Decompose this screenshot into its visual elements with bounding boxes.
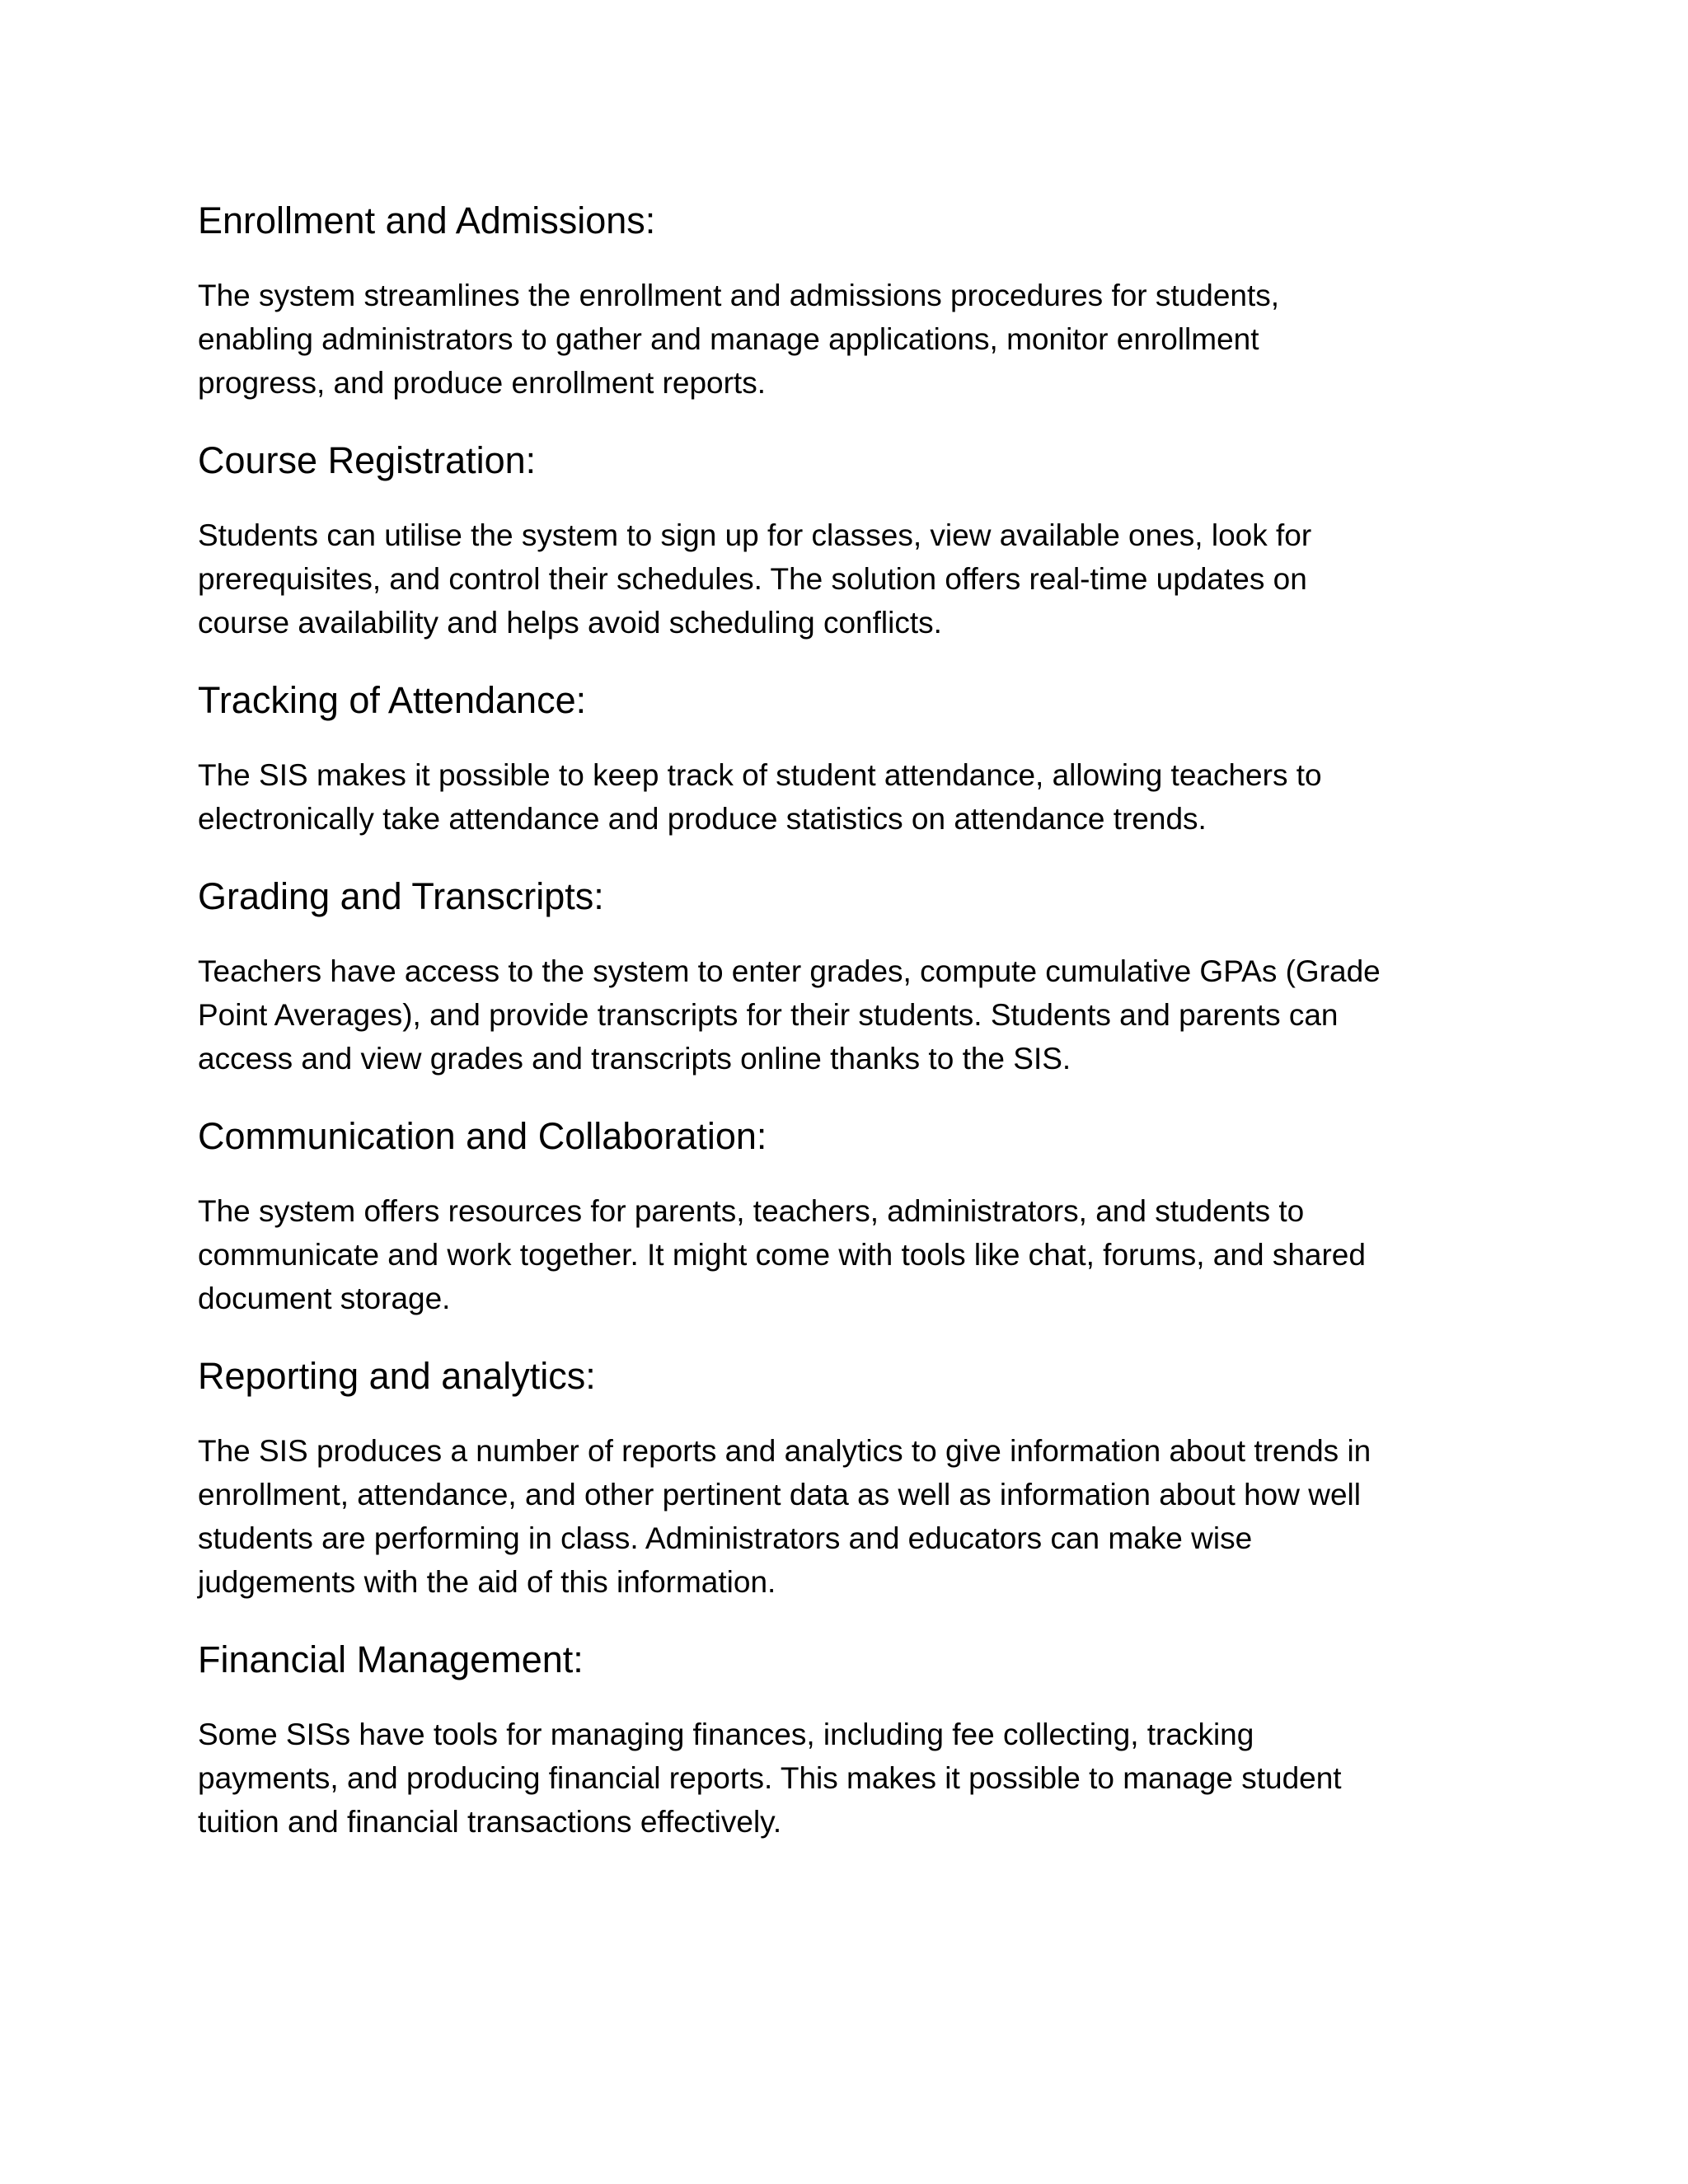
section-body xyxy=(198,274,1500,405)
body-line: enabling administrators to gather and manage applications, monitor enrollment xyxy=(198,322,1259,356)
section-heading: Tracking of Attendance: xyxy=(198,679,587,721)
section-body xyxy=(198,753,1500,841)
section-body xyxy=(198,1713,1500,1844)
section-heading: Enrollment and Admissions: xyxy=(198,199,656,241)
body-line: electronically take attendance and produce statistics on attendance trends. xyxy=(198,802,1207,836)
section-reporting-analytics xyxy=(198,1353,1500,1604)
body-line: payments, and producing financial reports. This makes it possible to manage student xyxy=(198,1761,1342,1795)
section-heading: Financial Management: xyxy=(198,1638,584,1680)
body-line: enrollment, attendance, and other pertinent data as well as information about how well xyxy=(198,1478,1361,1511)
body-line: The SIS makes it possible to keep track of student attendance, allowing teachers to xyxy=(198,758,1322,792)
section-heading: Communication and Collaboration: xyxy=(198,1115,767,1157)
body-line: communicate and work together. It might come with tools like chat, forums, and shared xyxy=(198,1238,1366,1272)
section-body xyxy=(198,513,1500,644)
section-course-registration xyxy=(198,438,1500,644)
body-line: judgements with the aid of this information. xyxy=(198,1565,776,1599)
body-line: document storage. xyxy=(198,1282,451,1315)
body-line: tuition and financial transactions effectively. xyxy=(198,1805,782,1839)
section-heading: Grading and Transcripts: xyxy=(198,875,604,917)
body-line: Point Averages), and provide transcripts for their students. Students and parents can xyxy=(198,998,1339,1032)
body-line: prerequisites, and control their schedules. The solution offers real-time updates on xyxy=(198,562,1307,596)
section-grading-transcripts xyxy=(198,874,1500,1080)
body-line: course availability and helps avoid scheduling conflicts. xyxy=(198,606,942,640)
body-line: The SIS produces a number of reports and analytics to give information about trends in xyxy=(198,1434,1372,1468)
section-body xyxy=(198,1429,1500,1604)
section-financial-management xyxy=(198,1637,1500,1844)
section-heading: Course Registration: xyxy=(198,439,537,481)
section-communication-collaboration xyxy=(198,1113,1500,1320)
section-body xyxy=(198,949,1500,1080)
section-attendance-tracking xyxy=(198,677,1500,841)
section-heading: Reporting and analytics: xyxy=(198,1355,596,1397)
body-line: progress, and produce enrollment reports. xyxy=(198,366,766,400)
section-enrollment-admissions xyxy=(198,198,1500,405)
body-line: Students can utilise the system to sign up for classes, view available ones, look for xyxy=(198,518,1312,552)
body-line: students are performing in class. Administrators and educators can make wise xyxy=(198,1521,1253,1555)
body-line: Some SISs have tools for managing finances, including fee collecting, tracking xyxy=(198,1718,1254,1751)
body-line: Teachers have access to the system to enter grades, compute cumulative GPAs (Grade xyxy=(198,954,1381,988)
section-body xyxy=(198,1189,1500,1320)
body-line: The system streamlines the enrollment and admissions procedures for students, xyxy=(198,279,1280,312)
document-page xyxy=(198,198,1500,1877)
body-line: The system offers resources for parents, teachers, administrators, and students to xyxy=(198,1194,1305,1228)
body-line: access and view grades and transcripts online thanks to the SIS. xyxy=(198,1042,1071,1076)
